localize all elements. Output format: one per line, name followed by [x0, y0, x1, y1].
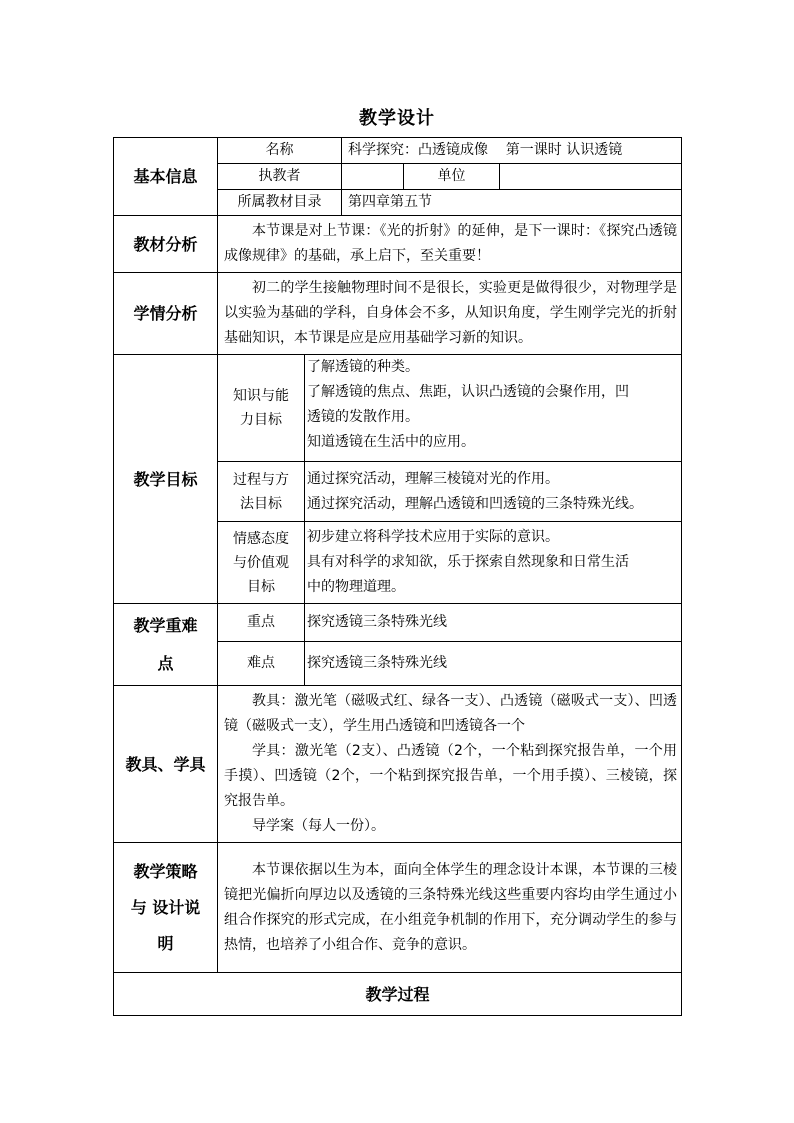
name-value: 科学探究：凸透镜成像 第一课时 认识透镜	[342, 138, 682, 164]
process-objective-content: 通过探究活动，理解三棱镜对光的作用。 通过探究活动，理解凸透镜和凹透镜的三条特殊光线。	[305, 462, 682, 522]
tools-content	[218, 686, 682, 843]
learning-tools-text: 学具：激光笔（2支）、凸透镜（2个，一个粘到探究报告单，一个用手摸）、凹透镜（2个，一个粘到探究报告单，一个用手摸）、三棱镜，探究报告单。	[224, 743, 677, 809]
key-point-row	[114, 604, 682, 642]
key-difficulty-label: 教学重难 点	[114, 604, 218, 686]
name-label: 名称	[218, 138, 342, 164]
unit-label: 单位	[404, 164, 500, 190]
teacher-value	[342, 164, 404, 190]
lesson-plan-table	[113, 137, 682, 1016]
process-objective-label: 过程与方 法目标	[218, 462, 305, 522]
catalog-value: 第四章第五节	[342, 190, 682, 216]
textbook-analysis-text: 本节课是对上节课：《光的折射》的延伸，是下一课时：《探究凸透镜成像规律》的基础，承上启下，至关重要！	[218, 216, 682, 273]
textbook-analysis-row	[114, 216, 682, 273]
emotion-objective-content: 初步建立将科学技术应用于实际的意识。 具有对科学的求知欲，乐于探索自然现象和日常生活 中的物理道理。	[305, 522, 682, 604]
basic-info-row-name	[114, 138, 682, 164]
student-analysis-row	[114, 273, 682, 355]
knowledge-objective-label: 知识与能 力目标	[218, 355, 305, 462]
focus-text: 探究透镜三条特殊光线	[305, 604, 682, 642]
difficulty-label: 难点	[218, 642, 305, 686]
catalog-label: 所属教材目录	[218, 190, 342, 216]
student-analysis-text: 初二的学生接触物理时间不是很长，实验更是做得很少，对物理学是以实验为基础的学科，自身体会不多，从知识角度，学生刚学完光的折射基础知识，本节课是应是应用基础学习新的知识。	[218, 273, 682, 355]
objective-knowledge-row	[114, 355, 682, 462]
objectives-label: 教学目标	[114, 355, 218, 604]
document-title: 教学设计	[359, 108, 435, 129]
knowledge-objective-content: 了解透镜的种类。 了解透镜的焦点、焦距，认识凸透镜的会聚作用，凹 透镜的发散作用。 知道透镜在生活中的应用。	[305, 355, 682, 462]
teaching-process-heading: 教学过程	[114, 973, 682, 1016]
student-analysis-label: 学情分析	[114, 273, 218, 355]
focus-label: 重点	[218, 604, 305, 642]
strategy-row	[114, 843, 682, 973]
tools-label: 教具、学具	[114, 686, 218, 843]
basic-info-label: 基本信息	[114, 138, 218, 216]
difficulty-text: 探究透镜三条特殊光线	[305, 642, 682, 686]
guide-text: 导学案（每人一份）。	[252, 818, 385, 834]
unit-value	[500, 164, 682, 190]
teaching-tools-text: 教具：激光笔（磁吸式红、绿各一支）、凸透镜（磁吸式一支）、凹透镜（磁吸式一支），学生用凸透镜和凹透镜各一个	[224, 693, 677, 734]
emotion-objective-label: 情感态度 与价值观 目标	[218, 522, 305, 604]
teacher-label: 执教者	[218, 164, 342, 190]
strategy-text: 本节课依据以生为本，面向全体学生的理念设计本课，本节课的三棱镜把光偏折向厚边以及透镜的三条特殊光线这些重要内容均由学生通过小组合作探究的形式完成，在小组竞争机制的作用下，充分调动学生的参与热情，也培养了小组合作、竞争的意识。	[218, 843, 682, 973]
tools-row	[114, 686, 682, 843]
textbook-analysis-label: 教材分析	[114, 216, 218, 273]
process-heading-row	[114, 973, 682, 1016]
strategy-label: 教学策略 与 设计说 明	[114, 843, 218, 973]
